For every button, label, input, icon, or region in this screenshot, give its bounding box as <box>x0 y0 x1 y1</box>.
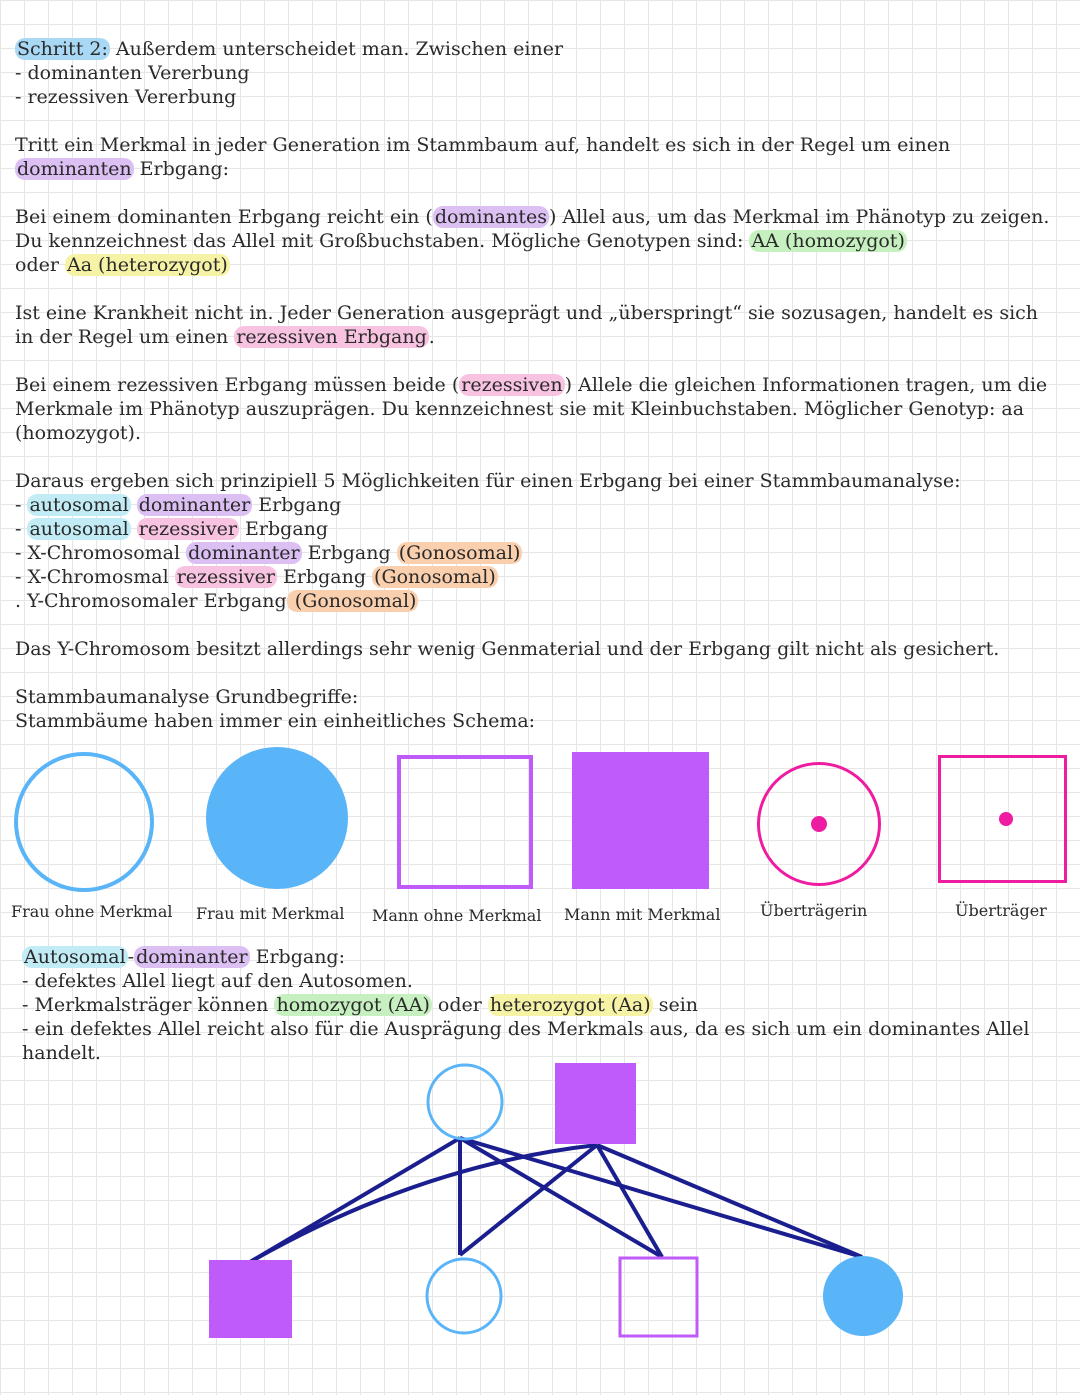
carrier-dot <box>811 816 827 832</box>
hl-gonosomal: (Gonosomal) <box>398 542 521 564</box>
hl-rezessiver: rezessiver <box>176 566 275 588</box>
hl-autosomal: autosomal <box>29 518 129 540</box>
notes-upper <box>15 37 1055 733</box>
caption-frau-mit: Frau mit Merkmal <box>196 904 345 923</box>
hl-dominanter: dominanter <box>138 494 251 516</box>
hl-autosomal: Autosomal <box>24 946 126 968</box>
text: Erbgang <box>239 518 329 540</box>
list-item-recessive: - rezessiven Vererbung <box>15 86 237 108</box>
caption-frau-ohne: Frau ohne Merkmal <box>11 902 173 921</box>
hl-rezessiver: rezessiver <box>138 518 237 540</box>
possibility-3 <box>15 541 1055 565</box>
hl-dominanter: dominanter <box>188 542 300 564</box>
hl-heterozygot: Aa (heterozygot) <box>66 254 228 276</box>
ad-bullet-2 <box>22 993 1062 1017</box>
symbol-frau-ohne-merkmal <box>14 752 154 892</box>
dominant-para1-line2 <box>15 157 1055 181</box>
hl-dominanten: dominanten <box>17 158 132 180</box>
text: Bei einem dominanten Erbgang reicht ein ( <box>15 206 433 228</box>
hl-dominanter: dominanter <box>136 946 248 968</box>
step-intro: Außerdem unterscheidet man. Zwischen einer <box>115 38 564 60</box>
symbol-mann-mit-merkmal <box>572 752 709 889</box>
line-father-son2 <box>597 1145 662 1257</box>
child-daughter-unaffected <box>427 1259 501 1333</box>
symbol-uebertraeger <box>938 755 1067 883</box>
hl-homozygot: homozygot (AA) <box>276 994 430 1016</box>
caption-mann-ohne: Mann ohne Merkmal <box>372 906 542 925</box>
dominant-para1-line1: Tritt ein Merkmal in jeder Generation im Stammbaum auf, handelt es sich in der Regel um einen <box>15 134 951 156</box>
caption-mann-mit: Mann mit Merkmal <box>564 905 721 924</box>
possibility-2 <box>15 517 1055 541</box>
basics-heading: Stammbaumanalyse Grundbegriffe: <box>15 686 359 708</box>
notes-autosomal-dominant <box>22 945 1062 1065</box>
text: Erbgang <box>252 494 342 516</box>
recessive-para2 <box>15 373 1055 445</box>
carrier-dot <box>999 812 1013 826</box>
hl-rezessiven-erbgang: rezessiven Erbgang <box>236 326 427 348</box>
parent-mother <box>428 1065 502 1139</box>
child-daughter-affected <box>823 1256 903 1336</box>
text: Erbgang <box>301 542 397 564</box>
symbol-frau-mit-merkmal <box>206 747 348 889</box>
pedigree-lines <box>250 1138 862 1262</box>
text: ) Allel aus, um das Merkmal im Phänotyp zu zeigen. Du kennzeichnest das Allel mit Großbuchstaben. Mögliche Genotypen sind: <box>15 206 1050 252</box>
hl-gonosomal: (Gonosomal) <box>288 590 417 612</box>
text: Ist eine Krankheit nicht in. Jeder Generation ausgeprägt und „überspringt“ sie sozusagen, handelt es sich in der Regel um einen <box>15 302 1039 348</box>
ad-heading <box>22 945 1062 969</box>
y-chromosome-note: Das Y-Chromosom besitzt allerdings sehr wenig Genmaterial und der Erbgang gilt nicht als gesichert. <box>15 638 1000 660</box>
text-erbgang: Erbgang: <box>133 158 230 180</box>
text: . <box>428 326 435 348</box>
list-item-dominant: - dominanten Vererbung <box>15 62 250 84</box>
ad-bullet-3: - ein defektes Allel reicht also für die Ausprägung des Merkmals aus, da es sich um ein dominantes Allel handelt. <box>22 1018 1030 1064</box>
symbol-uebertraegerin <box>757 762 881 886</box>
possibilities-intro: Daraus ergeben sich prinzipiell 5 Möglichkeiten für einen Erbgang bei einer Stammbaumanalyse: <box>15 470 961 492</box>
text: . Y-Chromosomaler Erbgang <box>15 590 287 612</box>
text: ) Allele die gleichen Informationen tragen, um die Merkmale im Phänotyp auszuprägen. Du kennzeichnest sie mit Kleinbuchstaben. Möglicher Genotyp: aa (homozygot). <box>15 374 1048 444</box>
line-mother-son2 <box>460 1138 662 1257</box>
caption-uebertraeger: Überträger <box>955 901 1047 920</box>
line-father-daughter <box>460 1145 597 1255</box>
pedigree-diagram <box>0 1055 1080 1355</box>
text: - <box>127 946 135 968</box>
hl-autosomal: autosomal <box>29 494 129 516</box>
text: sein <box>652 994 699 1016</box>
text: oder <box>431 994 488 1016</box>
child-son-unaffected <box>620 1258 697 1336</box>
dash: - <box>15 494 28 516</box>
caption-uebertraegerin: Überträgerin <box>760 901 868 920</box>
symbol-mann-ohne-merkmal <box>397 755 533 889</box>
ad-bullet-1: - defektes Allel liegt auf den Autosomen. <box>22 970 413 992</box>
text: Bei einem rezessiven Erbgang müssen beide ( <box>15 374 460 396</box>
hl-rezessiven: rezessiven <box>461 374 563 396</box>
text: - X-Chromosmal <box>15 566 175 588</box>
step-label: Schritt 2: <box>17 38 108 60</box>
hl-dominantes: dominantes <box>434 206 547 228</box>
hl-gonosomal: (Gonosomal) <box>374 566 496 588</box>
dash: - <box>15 518 28 540</box>
text: Erbgang <box>276 566 373 588</box>
hl-heterozygot: heterozygot (Aa) <box>489 994 651 1016</box>
dominant-para2 <box>15 205 1055 277</box>
possibility-1 <box>15 493 1055 517</box>
child-son-affected <box>209 1260 292 1338</box>
possibility-5 <box>15 589 1055 613</box>
step-line <box>15 37 1055 61</box>
parent-father <box>555 1063 636 1144</box>
text: - X-Chromosomal <box>15 542 187 564</box>
text: oder <box>15 254 65 276</box>
text: Erbgang: <box>249 946 345 968</box>
recessive-para1 <box>15 301 1055 349</box>
possibility-4 <box>15 565 1055 589</box>
basics-sub: Stammbäume haben immer ein einheitliches Schema: <box>15 710 536 732</box>
text: - Merkmalsträger können <box>22 994 275 1016</box>
hl-homozygot: AA (homozygot) <box>751 230 905 252</box>
